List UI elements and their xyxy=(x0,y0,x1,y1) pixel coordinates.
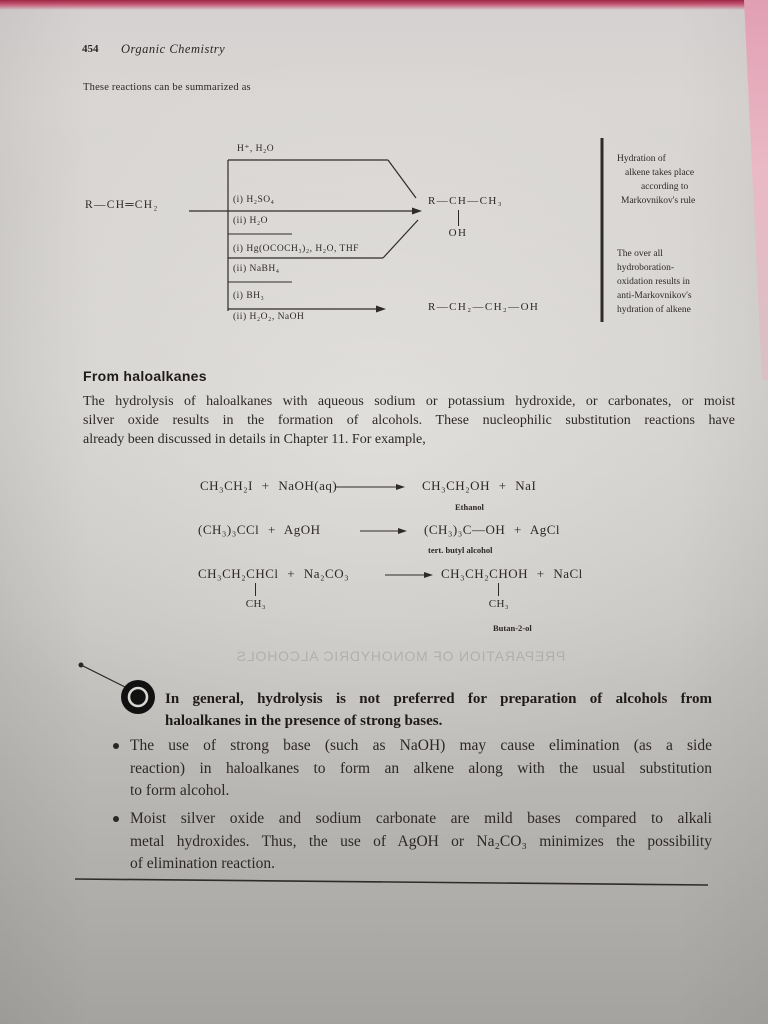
callout-line: In general, hydrolysis is not preferred for preparation of alcohols from xyxy=(165,691,712,707)
note-line: anti-Markovnikov's xyxy=(617,291,692,301)
hydroboration-step-2: (ii) H₂O₂, NaOH xyxy=(233,312,305,322)
bullet-marker xyxy=(113,743,119,749)
reaction-1-reactants: CH₃CH₂I + NaOH(aq) xyxy=(200,478,338,493)
section-paragraph xyxy=(83,392,735,449)
note-line: according to xyxy=(641,182,689,192)
reaction-2-product-name: tert. butyl alcohol xyxy=(428,545,493,555)
markovnikov-note xyxy=(617,152,695,208)
bullet-line: The use of strong base (such as NaOH) may cause elimination (as a side xyxy=(130,737,712,754)
hydroboration-step-1: (i) BH₃ xyxy=(233,291,265,301)
bullet-item xyxy=(130,808,712,876)
bullet-item xyxy=(130,735,712,803)
markovnikov-product-hydroxyl: OH xyxy=(448,227,468,239)
note-line: alkene takes place xyxy=(625,168,695,178)
bullet-line: to form alcohol. xyxy=(130,782,230,799)
hydroboration-route-arrowhead xyxy=(376,306,386,313)
oxymercuration-step-1: (i) Hg(OCOCH₃)₂, H₂O, THF xyxy=(233,244,359,254)
reaction-3-reactants: CH₃CH₂CHCl + Na₂CO₃ xyxy=(198,566,350,581)
reaction-2-products: (CH₃)₃C—OH + AgCl xyxy=(424,522,561,537)
reaction-3-products: CH₃CH₂CHOH + NaCl xyxy=(441,566,583,581)
bullet-line: metal hydroxides. Thus, the use of AgOH or Na₂CO₃ minimizes the possibility xyxy=(130,832,712,850)
reaction-3-reactant-methyl: CH₃ xyxy=(245,598,267,610)
section-heading: From haloalkanes xyxy=(83,368,207,384)
note-line: hydroboration- xyxy=(617,263,674,273)
markovnikov-product-branch-bond xyxy=(458,210,459,226)
reaction-1-arrowhead xyxy=(396,484,405,490)
reaction-3-product-name: Butan-2-ol xyxy=(493,623,532,633)
anti-markovnikov-note xyxy=(617,247,692,317)
reaction-3-product-branch-bond xyxy=(498,583,499,596)
callout-line: haloalkanes in the presence of strong bases. xyxy=(165,713,443,729)
reaction-2-arrowhead xyxy=(398,528,407,534)
callout-text xyxy=(165,688,712,732)
reaction-1-product-name: Ethanol xyxy=(455,502,484,512)
oxymercuration-step-2: (ii) NaBH₄ xyxy=(233,264,280,274)
anti-markovnikov-product: R—CH₂—CH₂—OH xyxy=(428,301,540,313)
reaction-3-arrowhead xyxy=(424,572,433,578)
paragraph-line: The hydrolysis of haloalkanes with aqueous sodium or potassium hydroxide, or carbonates, or moist xyxy=(83,394,735,409)
sulfuric-step-2: (ii) H₂O xyxy=(233,216,269,226)
target-bullet-icon xyxy=(75,660,165,720)
note-line: Markovnikov's rule xyxy=(621,196,696,206)
reaction-3-reactant-branch-bond xyxy=(255,583,256,596)
acid-route-diagonal xyxy=(388,160,416,198)
bullet-line: Moist silver oxide and sodium carbonate are mild bases compared to alkali xyxy=(130,810,712,827)
note-line: Hydration of xyxy=(617,154,666,164)
reaction-2-reactants: (CH₃)₃CCl + AgOH xyxy=(198,522,321,537)
bottom-rule xyxy=(75,879,708,885)
note-line: The over all xyxy=(617,249,663,259)
bleed-through-heading: PREPARATION OF MONOHYDRIC ALCOHOLS xyxy=(236,648,566,664)
paragraph-line: already been discussed in details in Chapter 11. For example, xyxy=(83,432,426,447)
sulfuric-route-arrowhead xyxy=(412,208,422,215)
reaction-3-product-methyl: CH₃ xyxy=(488,598,510,610)
markovnikov-product: R—CH—CH₃ xyxy=(428,195,503,207)
acid-hydration-label: H⁺, H₂O xyxy=(237,144,275,154)
bullet-line: reaction) in haloalkanes to form an alkene along with the usual substitution xyxy=(130,759,712,777)
running-title: Organic Chemistry xyxy=(121,42,226,56)
intro-text: These reactions can be summarized as xyxy=(83,82,251,93)
bullet-marker xyxy=(113,816,119,822)
bullet-line: of elimination reaction. xyxy=(130,855,276,872)
reaction-1-products: CH₃CH₂OH + NaI xyxy=(422,478,537,493)
paragraph-line: silver oxide results in the formation of alcohols. These nucleophilic substitution reactions have xyxy=(83,413,735,428)
oxymercuration-route-diagonal xyxy=(383,220,418,258)
note-line: hydration of alkene xyxy=(617,305,691,315)
page-number: 454 xyxy=(82,43,99,55)
sulfuric-step-1: (i) H₂SO₄ xyxy=(233,195,275,205)
alkene-reactant: R—CH═CH₂ xyxy=(85,199,159,211)
note-line: oxidation results in xyxy=(617,277,690,287)
